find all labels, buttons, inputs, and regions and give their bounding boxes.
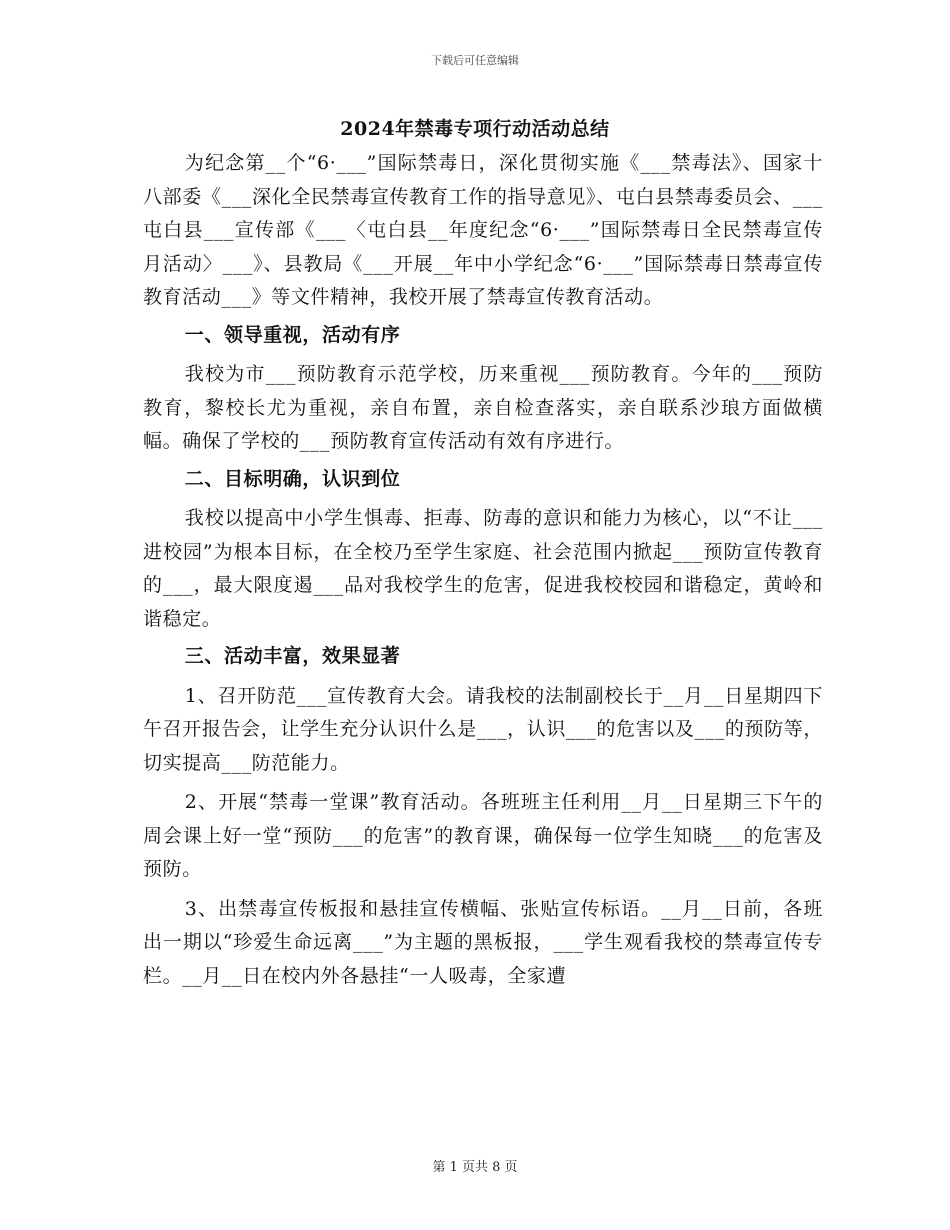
list-item-1: 1、召开防范___宣传教育大会。请我校的法制副校长于__月__日星期四下午召开报告会，让学生充分认识什么是___，认识___的危害以及___的预防等，切实提高___防范能力。 xyxy=(143,684,823,774)
document-title: 2024年禁毒专项行动活动总结 xyxy=(340,118,610,140)
section-heading-3: 三、活动丰富，效果显著 xyxy=(184,645,401,667)
section-heading-2: 二、目标明确，认识到位 xyxy=(184,467,401,490)
list-item-3: 3、出禁毒宣传板报和悬挂宣传横幅、张贴宣传标语。__月__日前，各班出一期以“珍爱生命远离___”为主题的黑板报，___学生观看我校的禁毒宣传专栏。__月__日在校内外各悬挂“一人吸毒，全家遭 xyxy=(143,897,823,987)
list-item-2: 2、开展“禁毒一堂课”教育活动。各班班主任利用__月__日星期三下午的周会课上好一堂“预防___的危害”的教育课，确保每一位学生知晓___的危害及预防。 xyxy=(143,791,823,880)
header-note: 下载后可任意编辑 xyxy=(431,54,519,67)
page-number-footer: 第 1 页共 8 页 xyxy=(432,1160,518,1175)
section-1-paragraph: 我校为市___预防教育示范学校，历来重视___预防教育。今年的___预防教育，黎校长尤为重视，亲自布置，亲自检查落实，亲自联系沙琅方面做横幅。确保了学校的___预防教育宣传活动有效有序进行。 xyxy=(143,363,823,452)
section-heading-1: 一、领导重视，活动有序 xyxy=(184,323,401,346)
document-body xyxy=(143,147,823,993)
section-2-paragraph: 我校以提高中小学生惧毒、拒毒、防毒的意识和能力为核心，以“不让___进校园”为根本目标，在全校乃至学生家庭、社会范围内掀起___预防宣传教育的___，最大限度遏___品对我校学生的危害，促进我校校园和谐稳定，黄岭和谐稳定。 xyxy=(143,507,823,630)
intro-paragraph: 为纪念第__个“6·___”国际禁毒日，深化贯彻实施《___禁毒法》、国家十八部委《___深化全民禁毒宣传教育工作的指导意见》、屯白县禁毒委员会、___屯白县___宣传部《___〈屯白县__年度纪念“6·___”国际禁毒日全民禁毒宣传月活动〉___》、县教局《___开展__年中小学纪念“6·___”国际禁毒日禁毒宣传教育活动___》等文件精神，我校开展了禁毒宣传教育活动。 xyxy=(143,152,823,308)
